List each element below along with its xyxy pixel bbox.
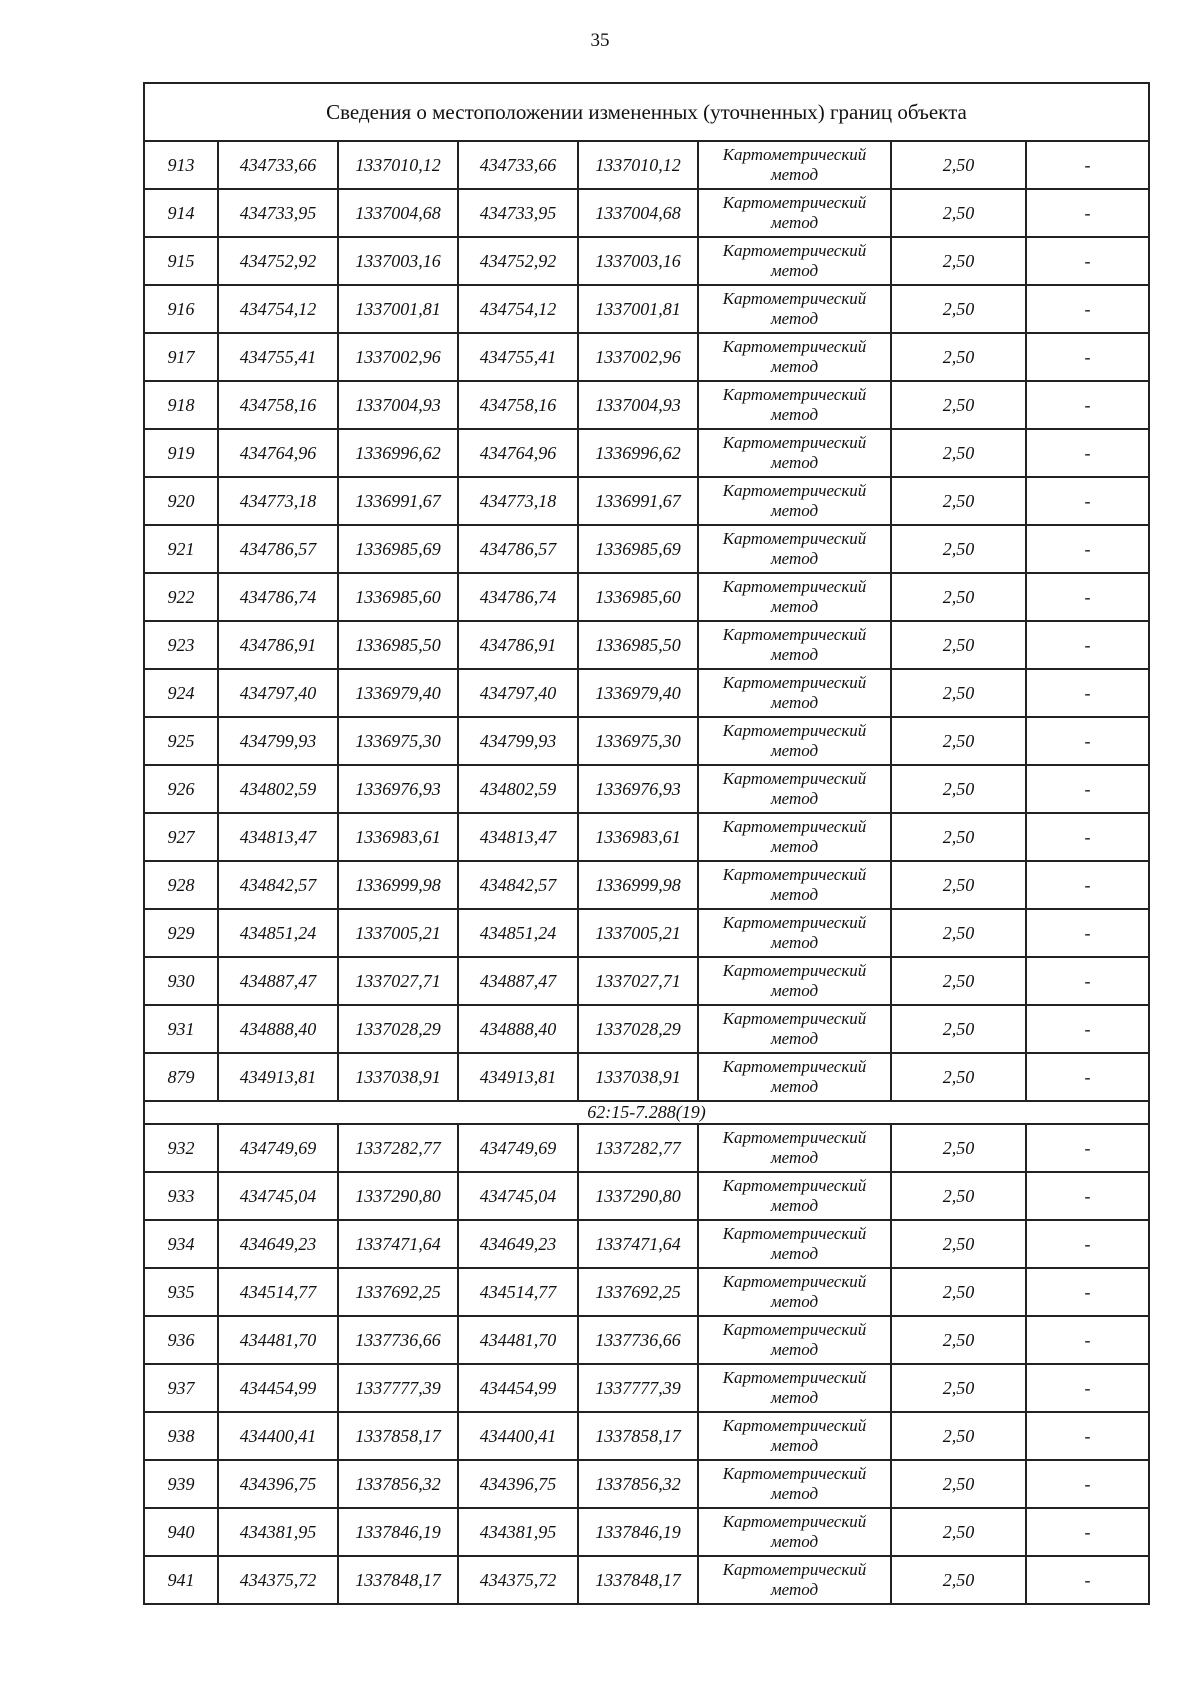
- x-refined-cell: 434786,74: [458, 573, 578, 621]
- table-caption: Сведения о местоположении измененных (уточненных) границ объекта: [144, 83, 1149, 141]
- y-existing-cell: 1337290,80: [338, 1172, 458, 1220]
- accuracy-cell: 2,50: [891, 381, 1026, 429]
- description-cell: -: [1026, 573, 1149, 621]
- y-refined-cell: 1337736,66: [578, 1316, 698, 1364]
- x-refined-cell: 434454,99: [458, 1364, 578, 1412]
- x-existing-cell: 434786,74: [218, 573, 338, 621]
- method-cell: Картометрический метод: [698, 189, 891, 237]
- method-cell: Картометрический метод: [698, 237, 891, 285]
- y-refined-cell: 1336985,50: [578, 621, 698, 669]
- x-existing-cell: 434786,57: [218, 525, 338, 573]
- y-existing-cell: 1336996,62: [338, 429, 458, 477]
- table-row: [144, 237, 1149, 285]
- table-row: [144, 189, 1149, 237]
- y-refined-cell: 1336999,98: [578, 861, 698, 909]
- table-body: [144, 83, 1149, 1604]
- x-existing-cell: 434733,95: [218, 189, 338, 237]
- description-cell: -: [1026, 141, 1149, 189]
- x-existing-cell: 434649,23: [218, 1220, 338, 1268]
- description-cell: -: [1026, 1316, 1149, 1364]
- description-cell: -: [1026, 861, 1149, 909]
- method-cell: Картометрический метод: [698, 1460, 891, 1508]
- table-row: [144, 1460, 1149, 1508]
- description-cell: -: [1026, 1220, 1149, 1268]
- point-number-cell: 927: [144, 813, 218, 861]
- x-refined-cell: 434749,69: [458, 1124, 578, 1172]
- y-existing-cell: 1336983,61: [338, 813, 458, 861]
- point-number-cell: 932: [144, 1124, 218, 1172]
- y-refined-cell: 1337692,25: [578, 1268, 698, 1316]
- x-refined-cell: 434786,57: [458, 525, 578, 573]
- x-refined-cell: 434755,41: [458, 333, 578, 381]
- description-cell: -: [1026, 1364, 1149, 1412]
- point-number-cell: 923: [144, 621, 218, 669]
- y-refined-cell: 1337010,12: [578, 141, 698, 189]
- table-row: [144, 1316, 1149, 1364]
- y-refined-cell: 1336996,62: [578, 429, 698, 477]
- method-cell: Картометрический метод: [698, 1508, 891, 1556]
- table-row: [144, 477, 1149, 525]
- point-number-cell: 939: [144, 1460, 218, 1508]
- table-row: [144, 1268, 1149, 1316]
- y-refined-cell: 1336985,69: [578, 525, 698, 573]
- table-row: [144, 1053, 1149, 1101]
- x-existing-cell: 434481,70: [218, 1316, 338, 1364]
- y-refined-cell: 1337846,19: [578, 1508, 698, 1556]
- x-refined-cell: 434754,12: [458, 285, 578, 333]
- description-cell: -: [1026, 333, 1149, 381]
- accuracy-cell: 2,50: [891, 909, 1026, 957]
- x-refined-cell: 434375,72: [458, 1556, 578, 1604]
- x-existing-cell: 434888,40: [218, 1005, 338, 1053]
- x-refined-cell: 434381,95: [458, 1508, 578, 1556]
- accuracy-cell: 2,50: [891, 189, 1026, 237]
- x-refined-cell: 434913,81: [458, 1053, 578, 1101]
- y-existing-cell: 1337002,96: [338, 333, 458, 381]
- accuracy-cell: 2,50: [891, 1005, 1026, 1053]
- section-header-row: [144, 1101, 1149, 1124]
- x-refined-cell: 434773,18: [458, 477, 578, 525]
- page-number: 35: [590, 30, 610, 51]
- y-refined-cell: 1337471,64: [578, 1220, 698, 1268]
- point-number-cell: 937: [144, 1364, 218, 1412]
- y-existing-cell: 1337038,91: [338, 1053, 458, 1101]
- point-number-cell: 931: [144, 1005, 218, 1053]
- x-existing-cell: 434381,95: [218, 1508, 338, 1556]
- accuracy-cell: 2,50: [891, 477, 1026, 525]
- y-refined-cell: 1336979,40: [578, 669, 698, 717]
- description-cell: -: [1026, 1124, 1149, 1172]
- y-refined-cell: 1337027,71: [578, 957, 698, 1005]
- x-refined-cell: 434752,92: [458, 237, 578, 285]
- point-number-cell: 928: [144, 861, 218, 909]
- method-cell: Картометрический метод: [698, 861, 891, 909]
- y-refined-cell: 1337777,39: [578, 1364, 698, 1412]
- method-cell: Картометрический метод: [698, 1172, 891, 1220]
- accuracy-cell: 2,50: [891, 1268, 1026, 1316]
- y-existing-cell: 1336975,30: [338, 717, 458, 765]
- accuracy-cell: 2,50: [891, 237, 1026, 285]
- method-cell: Картометрический метод: [698, 525, 891, 573]
- description-cell: -: [1026, 525, 1149, 573]
- y-refined-cell: 1337856,32: [578, 1460, 698, 1508]
- table-row: [144, 717, 1149, 765]
- method-cell: Картометрический метод: [698, 909, 891, 957]
- y-refined-cell: 1337282,77: [578, 1124, 698, 1172]
- x-existing-cell: 434758,16: [218, 381, 338, 429]
- y-existing-cell: 1337001,81: [338, 285, 458, 333]
- method-cell: Картометрический метод: [698, 1556, 891, 1604]
- point-number-cell: 929: [144, 909, 218, 957]
- x-refined-cell: 434733,66: [458, 141, 578, 189]
- x-existing-cell: 434514,77: [218, 1268, 338, 1316]
- point-number-cell: 921: [144, 525, 218, 573]
- point-number-cell: 935: [144, 1268, 218, 1316]
- section-label: 62:15-7.288(19): [144, 1101, 1149, 1124]
- table-row: [144, 813, 1149, 861]
- method-cell: Картометрический метод: [698, 1412, 891, 1460]
- x-existing-cell: 434813,47: [218, 813, 338, 861]
- x-refined-cell: 434888,40: [458, 1005, 578, 1053]
- accuracy-cell: 2,50: [891, 621, 1026, 669]
- x-refined-cell: 434802,59: [458, 765, 578, 813]
- table-row: [144, 1364, 1149, 1412]
- point-number-cell: 917: [144, 333, 218, 381]
- y-existing-cell: 1336999,98: [338, 861, 458, 909]
- y-refined-cell: 1336991,67: [578, 477, 698, 525]
- point-number-cell: 925: [144, 717, 218, 765]
- y-refined-cell: 1336983,61: [578, 813, 698, 861]
- y-existing-cell: 1337027,71: [338, 957, 458, 1005]
- y-existing-cell: 1337848,17: [338, 1556, 458, 1604]
- table-row: [144, 573, 1149, 621]
- accuracy-cell: 2,50: [891, 813, 1026, 861]
- description-cell: -: [1026, 1005, 1149, 1053]
- accuracy-cell: 2,50: [891, 1460, 1026, 1508]
- y-existing-cell: 1337010,12: [338, 141, 458, 189]
- x-existing-cell: 434802,59: [218, 765, 338, 813]
- x-refined-cell: 434758,16: [458, 381, 578, 429]
- y-refined-cell: 1336976,93: [578, 765, 698, 813]
- accuracy-cell: 2,50: [891, 1220, 1026, 1268]
- y-refined-cell: 1337002,96: [578, 333, 698, 381]
- x-existing-cell: 434754,12: [218, 285, 338, 333]
- x-refined-cell: 434842,57: [458, 861, 578, 909]
- x-existing-cell: 434913,81: [218, 1053, 338, 1101]
- x-refined-cell: 434745,04: [458, 1172, 578, 1220]
- description-cell: -: [1026, 1556, 1149, 1604]
- accuracy-cell: 2,50: [891, 1124, 1026, 1172]
- y-existing-cell: 1337846,19: [338, 1508, 458, 1556]
- method-cell: Картометрический метод: [698, 1005, 891, 1053]
- method-cell: Картометрический метод: [698, 477, 891, 525]
- point-number-cell: 914: [144, 189, 218, 237]
- accuracy-cell: 2,50: [891, 765, 1026, 813]
- y-refined-cell: 1336975,30: [578, 717, 698, 765]
- y-existing-cell: 1337028,29: [338, 1005, 458, 1053]
- point-number-cell: 926: [144, 765, 218, 813]
- x-existing-cell: 434887,47: [218, 957, 338, 1005]
- accuracy-cell: 2,50: [891, 141, 1026, 189]
- x-existing-cell: 434375,72: [218, 1556, 338, 1604]
- y-refined-cell: 1337038,91: [578, 1053, 698, 1101]
- point-number-cell: 879: [144, 1053, 218, 1101]
- y-existing-cell: 1336985,50: [338, 621, 458, 669]
- description-cell: -: [1026, 285, 1149, 333]
- x-refined-cell: 434649,23: [458, 1220, 578, 1268]
- description-cell: -: [1026, 621, 1149, 669]
- x-refined-cell: 434733,95: [458, 189, 578, 237]
- y-refined-cell: 1337858,17: [578, 1412, 698, 1460]
- point-number-cell: 934: [144, 1220, 218, 1268]
- accuracy-cell: 2,50: [891, 333, 1026, 381]
- y-existing-cell: 1337777,39: [338, 1364, 458, 1412]
- method-cell: Картометрический метод: [698, 141, 891, 189]
- method-cell: Картометрический метод: [698, 957, 891, 1005]
- x-refined-cell: 434514,77: [458, 1268, 578, 1316]
- y-refined-cell: 1337004,93: [578, 381, 698, 429]
- x-existing-cell: 434773,18: [218, 477, 338, 525]
- point-number-cell: 938: [144, 1412, 218, 1460]
- x-existing-cell: 434454,99: [218, 1364, 338, 1412]
- x-existing-cell: 434733,66: [218, 141, 338, 189]
- x-existing-cell: 434842,57: [218, 861, 338, 909]
- accuracy-cell: 2,50: [891, 1172, 1026, 1220]
- x-refined-cell: 434396,75: [458, 1460, 578, 1508]
- description-cell: -: [1026, 429, 1149, 477]
- x-existing-cell: 434400,41: [218, 1412, 338, 1460]
- y-existing-cell: 1336976,93: [338, 765, 458, 813]
- point-number-cell: 919: [144, 429, 218, 477]
- y-existing-cell: 1337282,77: [338, 1124, 458, 1172]
- description-cell: -: [1026, 669, 1149, 717]
- description-cell: -: [1026, 765, 1149, 813]
- description-cell: -: [1026, 717, 1149, 765]
- accuracy-cell: 2,50: [891, 525, 1026, 573]
- method-cell: Картометрический метод: [698, 1220, 891, 1268]
- table-row: [144, 1220, 1149, 1268]
- table-row: [144, 909, 1149, 957]
- x-refined-cell: 434786,91: [458, 621, 578, 669]
- x-refined-cell: 434813,47: [458, 813, 578, 861]
- method-cell: Картометрический метод: [698, 285, 891, 333]
- x-existing-cell: 434764,96: [218, 429, 338, 477]
- accuracy-cell: 2,50: [891, 717, 1026, 765]
- accuracy-cell: 2,50: [891, 861, 1026, 909]
- description-cell: -: [1026, 1412, 1149, 1460]
- description-cell: -: [1026, 237, 1149, 285]
- y-refined-cell: 1336985,60: [578, 573, 698, 621]
- boundary-coordinates-table: [143, 82, 1150, 1605]
- table-row: [144, 957, 1149, 1005]
- method-cell: Картометрический метод: [698, 381, 891, 429]
- method-cell: Картометрический метод: [698, 717, 891, 765]
- method-cell: Картометрический метод: [698, 765, 891, 813]
- accuracy-cell: 2,50: [891, 285, 1026, 333]
- point-number-cell: 930: [144, 957, 218, 1005]
- accuracy-cell: 2,50: [891, 429, 1026, 477]
- y-existing-cell: 1336985,69: [338, 525, 458, 573]
- point-number-cell: 941: [144, 1556, 218, 1604]
- x-refined-cell: 434400,41: [458, 1412, 578, 1460]
- table-row: [144, 861, 1149, 909]
- point-number-cell: 915: [144, 237, 218, 285]
- point-number-cell: 916: [144, 285, 218, 333]
- method-cell: Картометрический метод: [698, 1316, 891, 1364]
- point-number-cell: 924: [144, 669, 218, 717]
- x-existing-cell: 434755,41: [218, 333, 338, 381]
- y-refined-cell: 1337290,80: [578, 1172, 698, 1220]
- description-cell: -: [1026, 477, 1149, 525]
- table-row: [144, 765, 1149, 813]
- description-cell: -: [1026, 1508, 1149, 1556]
- y-existing-cell: 1337856,32: [338, 1460, 458, 1508]
- method-cell: Картометрический метод: [698, 1268, 891, 1316]
- table-row: [144, 525, 1149, 573]
- x-existing-cell: 434799,93: [218, 717, 338, 765]
- accuracy-cell: 2,50: [891, 1364, 1026, 1412]
- y-refined-cell: 1337001,81: [578, 285, 698, 333]
- y-existing-cell: 1337005,21: [338, 909, 458, 957]
- table-row: [144, 1412, 1149, 1460]
- point-number-cell: 913: [144, 141, 218, 189]
- x-existing-cell: 434396,75: [218, 1460, 338, 1508]
- accuracy-cell: 2,50: [891, 669, 1026, 717]
- x-existing-cell: 434752,92: [218, 237, 338, 285]
- y-refined-cell: 1337848,17: [578, 1556, 698, 1604]
- y-existing-cell: 1337004,68: [338, 189, 458, 237]
- y-existing-cell: 1337858,17: [338, 1412, 458, 1460]
- description-cell: -: [1026, 1460, 1149, 1508]
- x-existing-cell: 434749,69: [218, 1124, 338, 1172]
- method-cell: Картометрический метод: [698, 1124, 891, 1172]
- table-row: [144, 285, 1149, 333]
- x-refined-cell: 434799,93: [458, 717, 578, 765]
- accuracy-cell: 2,50: [891, 1316, 1026, 1364]
- y-existing-cell: 1336991,67: [338, 477, 458, 525]
- method-cell: Картометрический метод: [698, 1364, 891, 1412]
- accuracy-cell: 2,50: [891, 1508, 1026, 1556]
- caption-row: [144, 83, 1149, 141]
- point-number-cell: 920: [144, 477, 218, 525]
- description-cell: -: [1026, 1172, 1149, 1220]
- method-cell: Картометрический метод: [698, 669, 891, 717]
- accuracy-cell: 2,50: [891, 1412, 1026, 1460]
- y-existing-cell: 1336979,40: [338, 669, 458, 717]
- table-row: [144, 429, 1149, 477]
- method-cell: Картометрический метод: [698, 573, 891, 621]
- description-cell: -: [1026, 957, 1149, 1005]
- table-row: [144, 1124, 1149, 1172]
- y-refined-cell: 1337003,16: [578, 237, 698, 285]
- table-row: [144, 333, 1149, 381]
- y-existing-cell: 1337003,16: [338, 237, 458, 285]
- point-number-cell: 933: [144, 1172, 218, 1220]
- x-refined-cell: 434887,47: [458, 957, 578, 1005]
- accuracy-cell: 2,50: [891, 957, 1026, 1005]
- x-refined-cell: 434764,96: [458, 429, 578, 477]
- accuracy-cell: 2,50: [891, 573, 1026, 621]
- y-refined-cell: 1337004,68: [578, 189, 698, 237]
- method-cell: Картометрический метод: [698, 429, 891, 477]
- table-row: [144, 669, 1149, 717]
- x-existing-cell: 434797,40: [218, 669, 338, 717]
- description-cell: -: [1026, 189, 1149, 237]
- description-cell: -: [1026, 1268, 1149, 1316]
- accuracy-cell: 2,50: [891, 1053, 1026, 1101]
- y-existing-cell: 1337692,25: [338, 1268, 458, 1316]
- y-refined-cell: 1337028,29: [578, 1005, 698, 1053]
- x-existing-cell: 434786,91: [218, 621, 338, 669]
- x-refined-cell: 434797,40: [458, 669, 578, 717]
- description-cell: -: [1026, 813, 1149, 861]
- accuracy-cell: 2,50: [891, 1556, 1026, 1604]
- table-row: [144, 621, 1149, 669]
- y-existing-cell: 1336985,60: [338, 573, 458, 621]
- table-row: [144, 1556, 1149, 1604]
- table-row: [144, 1005, 1149, 1053]
- x-refined-cell: 434481,70: [458, 1316, 578, 1364]
- method-cell: Картометрический метод: [698, 1053, 891, 1101]
- point-number-cell: 936: [144, 1316, 218, 1364]
- description-cell: -: [1026, 381, 1149, 429]
- description-cell: -: [1026, 1053, 1149, 1101]
- method-cell: Картометрический метод: [698, 333, 891, 381]
- point-number-cell: 918: [144, 381, 218, 429]
- x-existing-cell: 434851,24: [218, 909, 338, 957]
- table-row: [144, 1172, 1149, 1220]
- table-row: [144, 141, 1149, 189]
- method-cell: Картометрический метод: [698, 621, 891, 669]
- method-cell: Картометрический метод: [698, 813, 891, 861]
- x-refined-cell: 434851,24: [458, 909, 578, 957]
- y-existing-cell: 1337004,93: [338, 381, 458, 429]
- y-existing-cell: 1337471,64: [338, 1220, 458, 1268]
- description-cell: -: [1026, 909, 1149, 957]
- table-row: [144, 381, 1149, 429]
- y-existing-cell: 1337736,66: [338, 1316, 458, 1364]
- point-number-cell: 940: [144, 1508, 218, 1556]
- y-refined-cell: 1337005,21: [578, 909, 698, 957]
- x-existing-cell: 434745,04: [218, 1172, 338, 1220]
- point-number-cell: 922: [144, 573, 218, 621]
- table-row: [144, 1508, 1149, 1556]
